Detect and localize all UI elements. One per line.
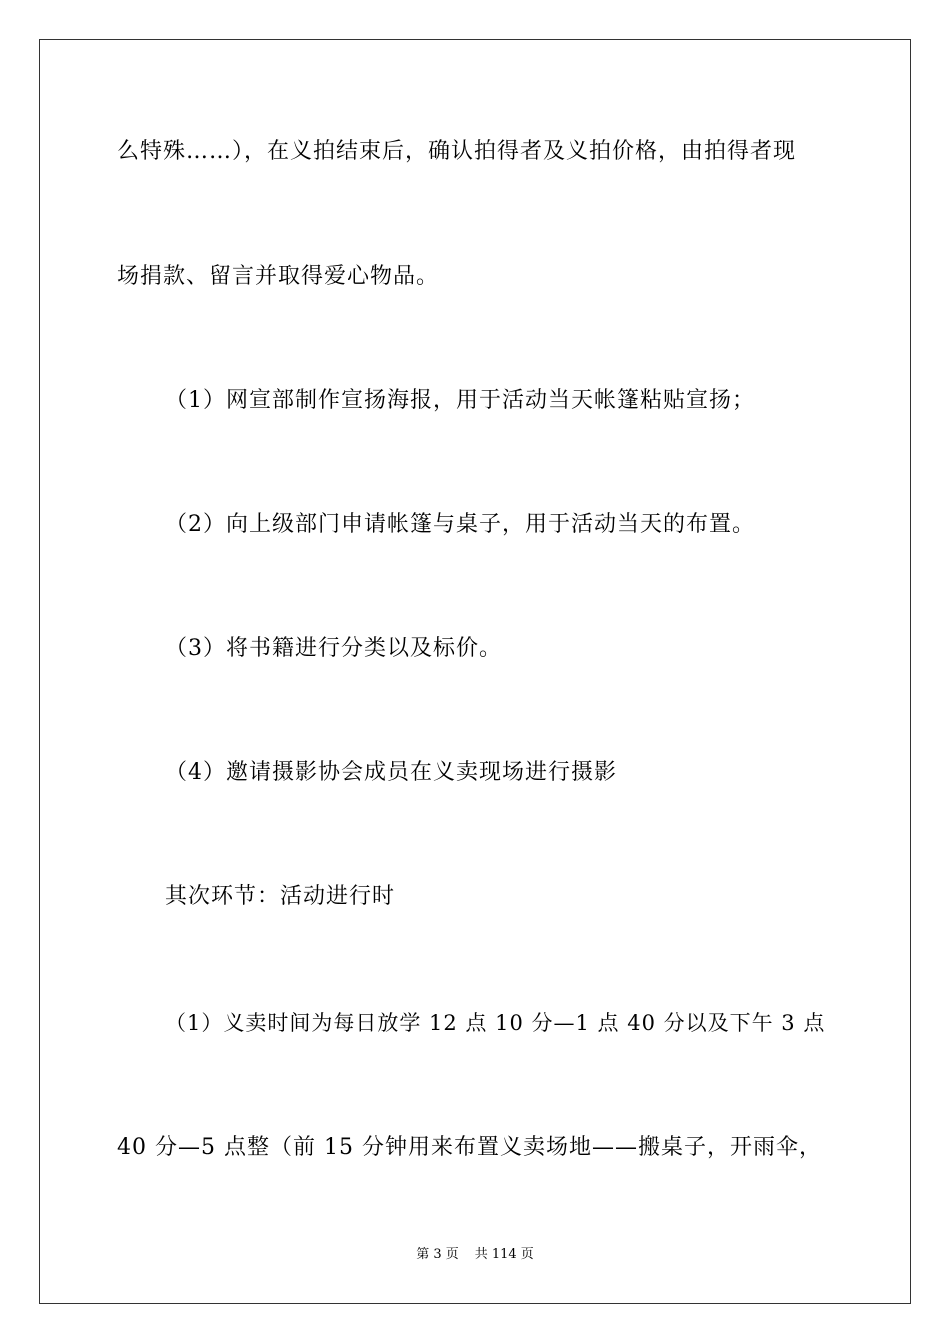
paragraph-line-1: 么特殊……），在义拍结束后，确认拍得者及义拍价格，由拍得者现 [117, 139, 797, 164]
section-heading: 其次环节：活动进行时 [165, 884, 396, 909]
paragraph-line-2: 场捐款、留言并取得爱心物品。 [117, 264, 440, 289]
list-item-3: （3）将书籍进行分类以及标价。 [165, 636, 502, 661]
list-item-2: （2）向上级部门申请帐篷与桌子，用于活动当天的布置。 [165, 512, 755, 537]
page-number: 第 3 页 [416, 1247, 459, 1262]
paragraph-line-9: 40 分—5 点整（前 15 分钟用来布置义卖场地——搬桌子，开雨伞， [117, 1135, 822, 1160]
list-item-4: （4）邀请摄影协会成员在义卖现场进行摄影 [165, 760, 617, 785]
total-pages: 共 114 页 [474, 1247, 534, 1262]
list-item-1: （1）网宣部制作宣扬海报，用于活动当天帐篷粘贴宣扬； [165, 388, 755, 413]
paragraph-line-8: （1）义卖时间为每日放学 12 点 10 分—1 点 40 分以及下午 3 点 [165, 1011, 826, 1035]
page-frame [39, 39, 911, 1304]
page-footer [0, 1246, 950, 1264]
